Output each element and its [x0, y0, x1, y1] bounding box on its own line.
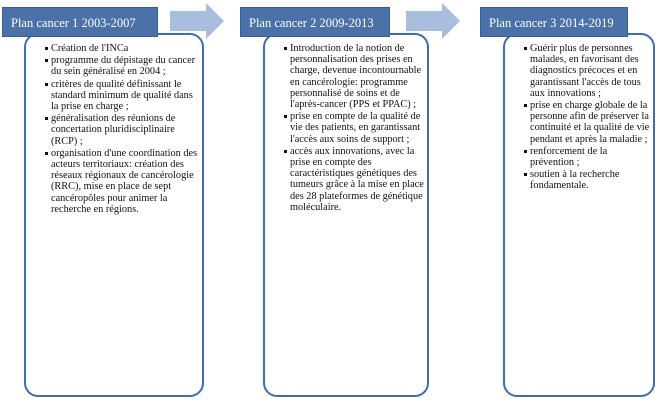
- plan2-item: accès aux innovations, avec la prise en compte des caractéristiques génétiques des tumeurs grâce à la mise en place des 28 plateformes de génétique moléculaire.: [285, 146, 425, 213]
- plan3-item: Guérir plus de personnes malades, en favorisant des diagnostics précoces et en garantissant l'accès de tous aux innovations ;: [525, 43, 651, 99]
- plan2-title: Plan cancer 2 2009-2013: [240, 7, 390, 37]
- plan3-item: prise en charge globale de la personne afin de préserver la continuité et la qualité de vie pendant et après la maladie ;: [525, 100, 651, 145]
- plan1-items: [46, 43, 198, 216]
- plan1-item: programme du dépistage du cancer du sein généralisé en 2004 ;: [46, 55, 198, 77]
- plan3-item: renforcement de la prévention ;: [525, 146, 651, 168]
- plan3-item: soutien à la recherche fondamentale.: [525, 169, 651, 191]
- arrow-right-icon: [168, 2, 228, 40]
- plan1-card: [24, 33, 204, 397]
- plan3-items: [525, 43, 651, 193]
- plan2-items: [285, 43, 425, 214]
- plan1-item: Création de l'INCa: [46, 43, 198, 54]
- plan1-item: généralisation des réunions de concertation pluridisciplinaire (RCP) ;: [46, 113, 198, 147]
- plan1-item: critères de qualité définissant le standard minimum de qualité dans la prise en charge ;: [46, 79, 198, 113]
- plan1-item: organisation d'une coordination des acteurs territoriaux: création des réseaux régionaux de cancérologie (RRC), mise en place de sept cancéropôles pour animer la recherche en régions.: [46, 148, 198, 215]
- plan3-card: [503, 33, 655, 397]
- plan2-item: prise en compte de la qualité de vie des patients, en garantissant l'accès aux soins de support ;: [285, 111, 425, 145]
- plan2-card: [263, 33, 429, 397]
- plan3-title: Plan cancer 3 2014-2019: [480, 7, 628, 37]
- arrow-right-icon: [404, 2, 464, 40]
- plan2-item: Introduction de la notion de personnalisation des prises en charge, devenue incontournable en cancérologie: programme personnalisé de soins et de l'après-cancer (PPS et PPAC) ;: [285, 43, 425, 110]
- plan1-title: Plan cancer 1 2003-2007: [2, 7, 158, 37]
